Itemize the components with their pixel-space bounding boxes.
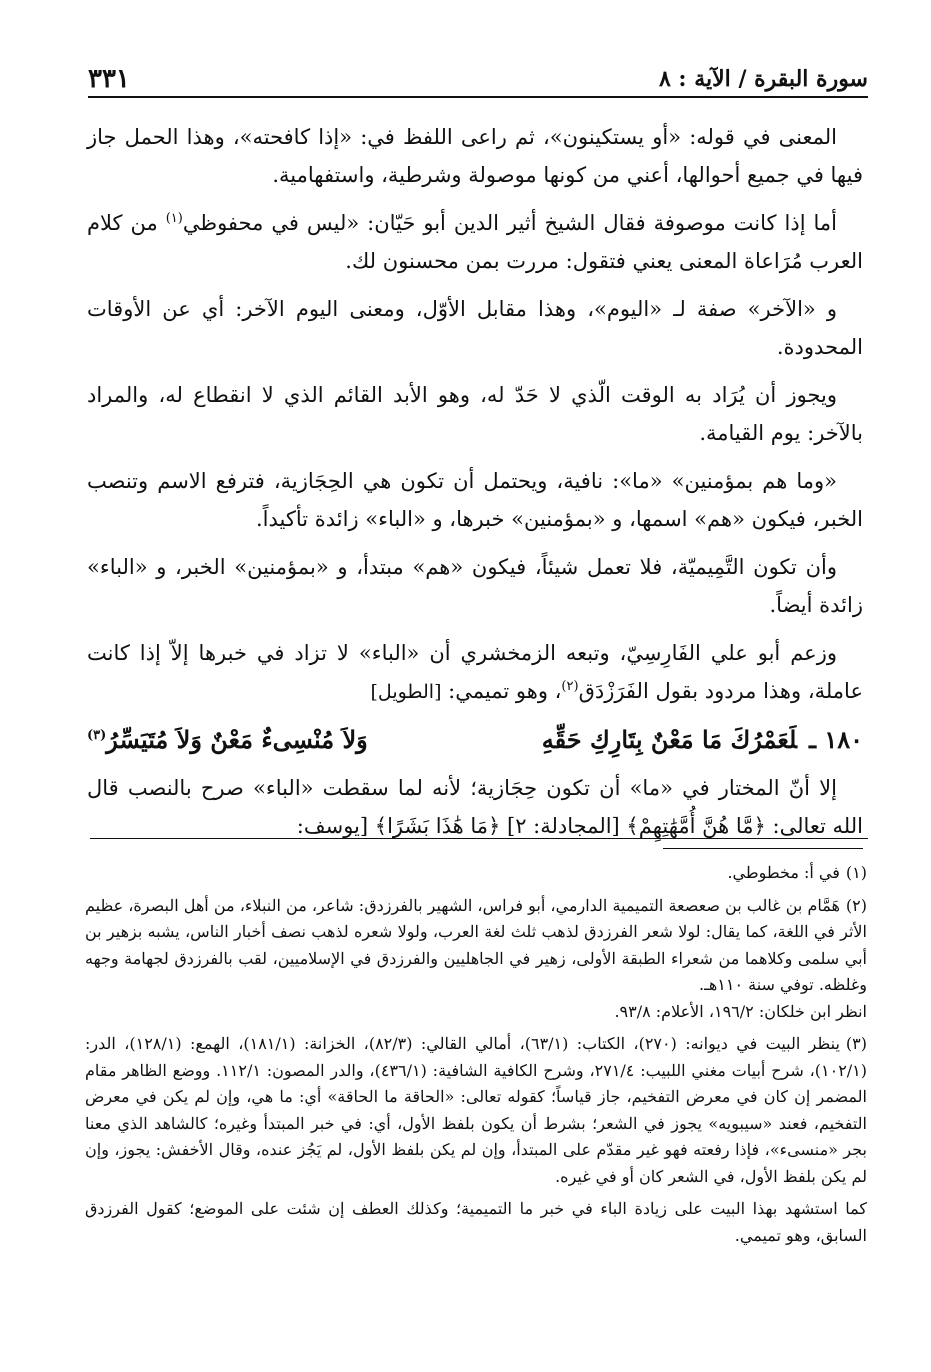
hemistich-1: لَعَمْرُكَ مَا مَعْنٌ بِتَارِكِ حَقِّهِ [541, 725, 797, 754]
paragraph-1: المعنى في قوله: «أو يستكينون»، ثم راعى اللفظ في: «إذا كافحته»، وهذا الحمل جاز فيها في جميع أحوالها، أعني من كونها موصولة وشرطية، واستفهامية. [87, 125, 863, 187]
paragraph-5: «وما هم بمؤمنين» «ما»: نافية، ويحتمل أن تكون هي الحِجَازية، فترفع الاسم وتنصب الخبر، فيكون «هم» اسمها، و «بمؤمنين» خبرها، و «الباء» زائدة تأكيداً. [87, 469, 863, 531]
footnote-2-number: (٢) [845, 895, 867, 915]
footnote-1 [85, 860, 867, 887]
page-number: ٣٣١ [88, 64, 130, 94]
footnote-3 [85, 1031, 867, 1190]
hemistich-2: وَلاَ مُنْسِىءٌ مَعْنٌ وَلاَ مُتَيَسِّرُ [106, 725, 368, 754]
footnote-ref-1[interactable]: (١) [165, 211, 183, 226]
footnote-2-references: انظر ابن خلكان: ١٩٦/٢، الأعلام: ٩٣/٨. [614, 1001, 867, 1021]
footnote-1-number: (١) [845, 863, 867, 882]
footnote-ref-3[interactable]: (٣) [87, 728, 107, 743]
main-text [87, 118, 863, 855]
footnote-separator [663, 848, 863, 849]
paragraph-2-text-a: أما إذا كانت موصوفة فقال الشيخ أثير الدين أبو حَيّان: «ليس في محفوظي [182, 211, 837, 235]
paragraph-2 [87, 204, 863, 280]
footnote-3-text: ينظر البيت في ديوانه: (٢٧٠)، الكتاب: (٦٣/١)، أمالي القالي: (٨٢/٣)، الخزانة: (١٨١/١)، الهمع: (١٢٨/١)، الدر: (١٠٢/١)، شرح أبيات مغني اللبيب: ٢٧١/٤، وشرح الكافية الشافية: (٤٣٦/١)، والدر المصون: ١١٢/١. ووضع الظاهر مقام المضمر إن كان في معرض التفخيم، جاز قياساً؛ كقوله تعالى: «الحاقة ما الحاقة» أي: ما هي، وإن لم يكن في معرض التفخيم، فعند «سيبويه» يجوز في الشعر؛ بشرط أن يكون بلفظ الأول، أي: في خبر المبتدأ وغيره؛ كالشاهد الذي معنا بجر «منسىء»، فإذا رفعته فهو غير مقدّم على المبتدأ، وإن لم يكن بلفظ الأول، لم يَجُز عنده، وقال الأخفش: يجوز، وإن لم يكن بلفظ الأول، في الشعر كان أو في غيره. [85, 1034, 868, 1186]
paragraph-3: و «الآخر» صفة لـ «اليوم»، وهذا مقابل الأوّل، ومعنى اليوم الآخر: أي عن الأوقات المحدودة. [87, 297, 863, 359]
verse-number: ١٨٠ ـ [808, 725, 863, 754]
verse-second-half [87, 721, 368, 759]
footnote-1-text: في أ: مخطوطي. [727, 863, 840, 882]
poetic-meter: [الطويل] [370, 681, 442, 703]
paragraph-7-text-b: ، وهو تميمي: [441, 679, 562, 703]
paragraph-7-text-a: وزعم أبو علي الفَارِسِيّ، وتبعه الزمخشري أن «الباء» لا تزاد في خبرها إلاّ إذا كانت عاملة، وهذا مردود بقول الفَرَزْدَق [87, 641, 863, 703]
footnote-3-continuation: كما استشهد بهذا البيت على زيادة الباء في خبر ما التميمية؛ وكذلك العطف إن شئت على الموضع؛ كقول الفرزدق السابق، وهو تميمي. [85, 1199, 868, 1245]
footnote-ref-2[interactable]: (٢) [561, 679, 579, 694]
footnote-2-text: هَمَّام بن غالب بن صعصعة التميمية الدارمي، أبو فراس، الشهير بالفرزدق: شاعر، من النبلاء، من أهل البصرة، عظيم الأثر في اللغة، كما يقال: لولا شعر الفرزدق لذهب ثلث لغة العرب، ولولا شعره لذهب نصف أخبار الناس، يشبه بزهير بن أبي سلمى وكلاهما من شعراء الطبقة الأولى، زهير في الجاهليين والفرزدق في الإسلاميين، لقب بالفرزدق لجهامة وجهه وغلظه. توفي سنة ١١٠هـ. [85, 895, 867, 994]
poetry-verse [87, 721, 863, 759]
verse-first-half [542, 721, 863, 759]
paragraph-8: إلا أنّ المختار في «ما» أن تكون حِجَازية؛ لأنه لما سقطت «الباء» صرح بالنصب قال الله تعالى: ﴿مَّا هُنَّ أُمَّهَٰتِهِمْ﴾ [المجادلة: ٢] ﴿مَا هَٰذَا بَشَرًا﴾ [يوسف: [87, 776, 863, 838]
surah-title: سورة البقرة / الآية : ٨ [658, 66, 868, 92]
paragraph-2-text-b: من كلام العرب مُرَاعاة المعنى يعني فتقول: مررت بمن محسنون لك. [87, 211, 863, 273]
running-header [88, 56, 868, 98]
paragraph-6: وأن تكون التَّمِيميّة، فلا تعمل شيئاً، فيكون «هم» مبتدأ، و «بمؤمنين» الخبر، و «الباء» زائدة أيضاً. [87, 555, 863, 617]
body-bottom-rule [90, 838, 868, 839]
footnote-3-number: (٣) [845, 1034, 867, 1053]
footnote-2 [85, 893, 867, 1026]
paragraph-7 [87, 634, 863, 711]
paragraph-4: ويجوز أن يُرَاد به الوقت الّذي لا حَدّ له، وهو الأبد القائم الذي لا انقطاع له، والمراد بالآخر: يوم القيامة. [87, 383, 863, 445]
footnotes [85, 860, 867, 1249]
